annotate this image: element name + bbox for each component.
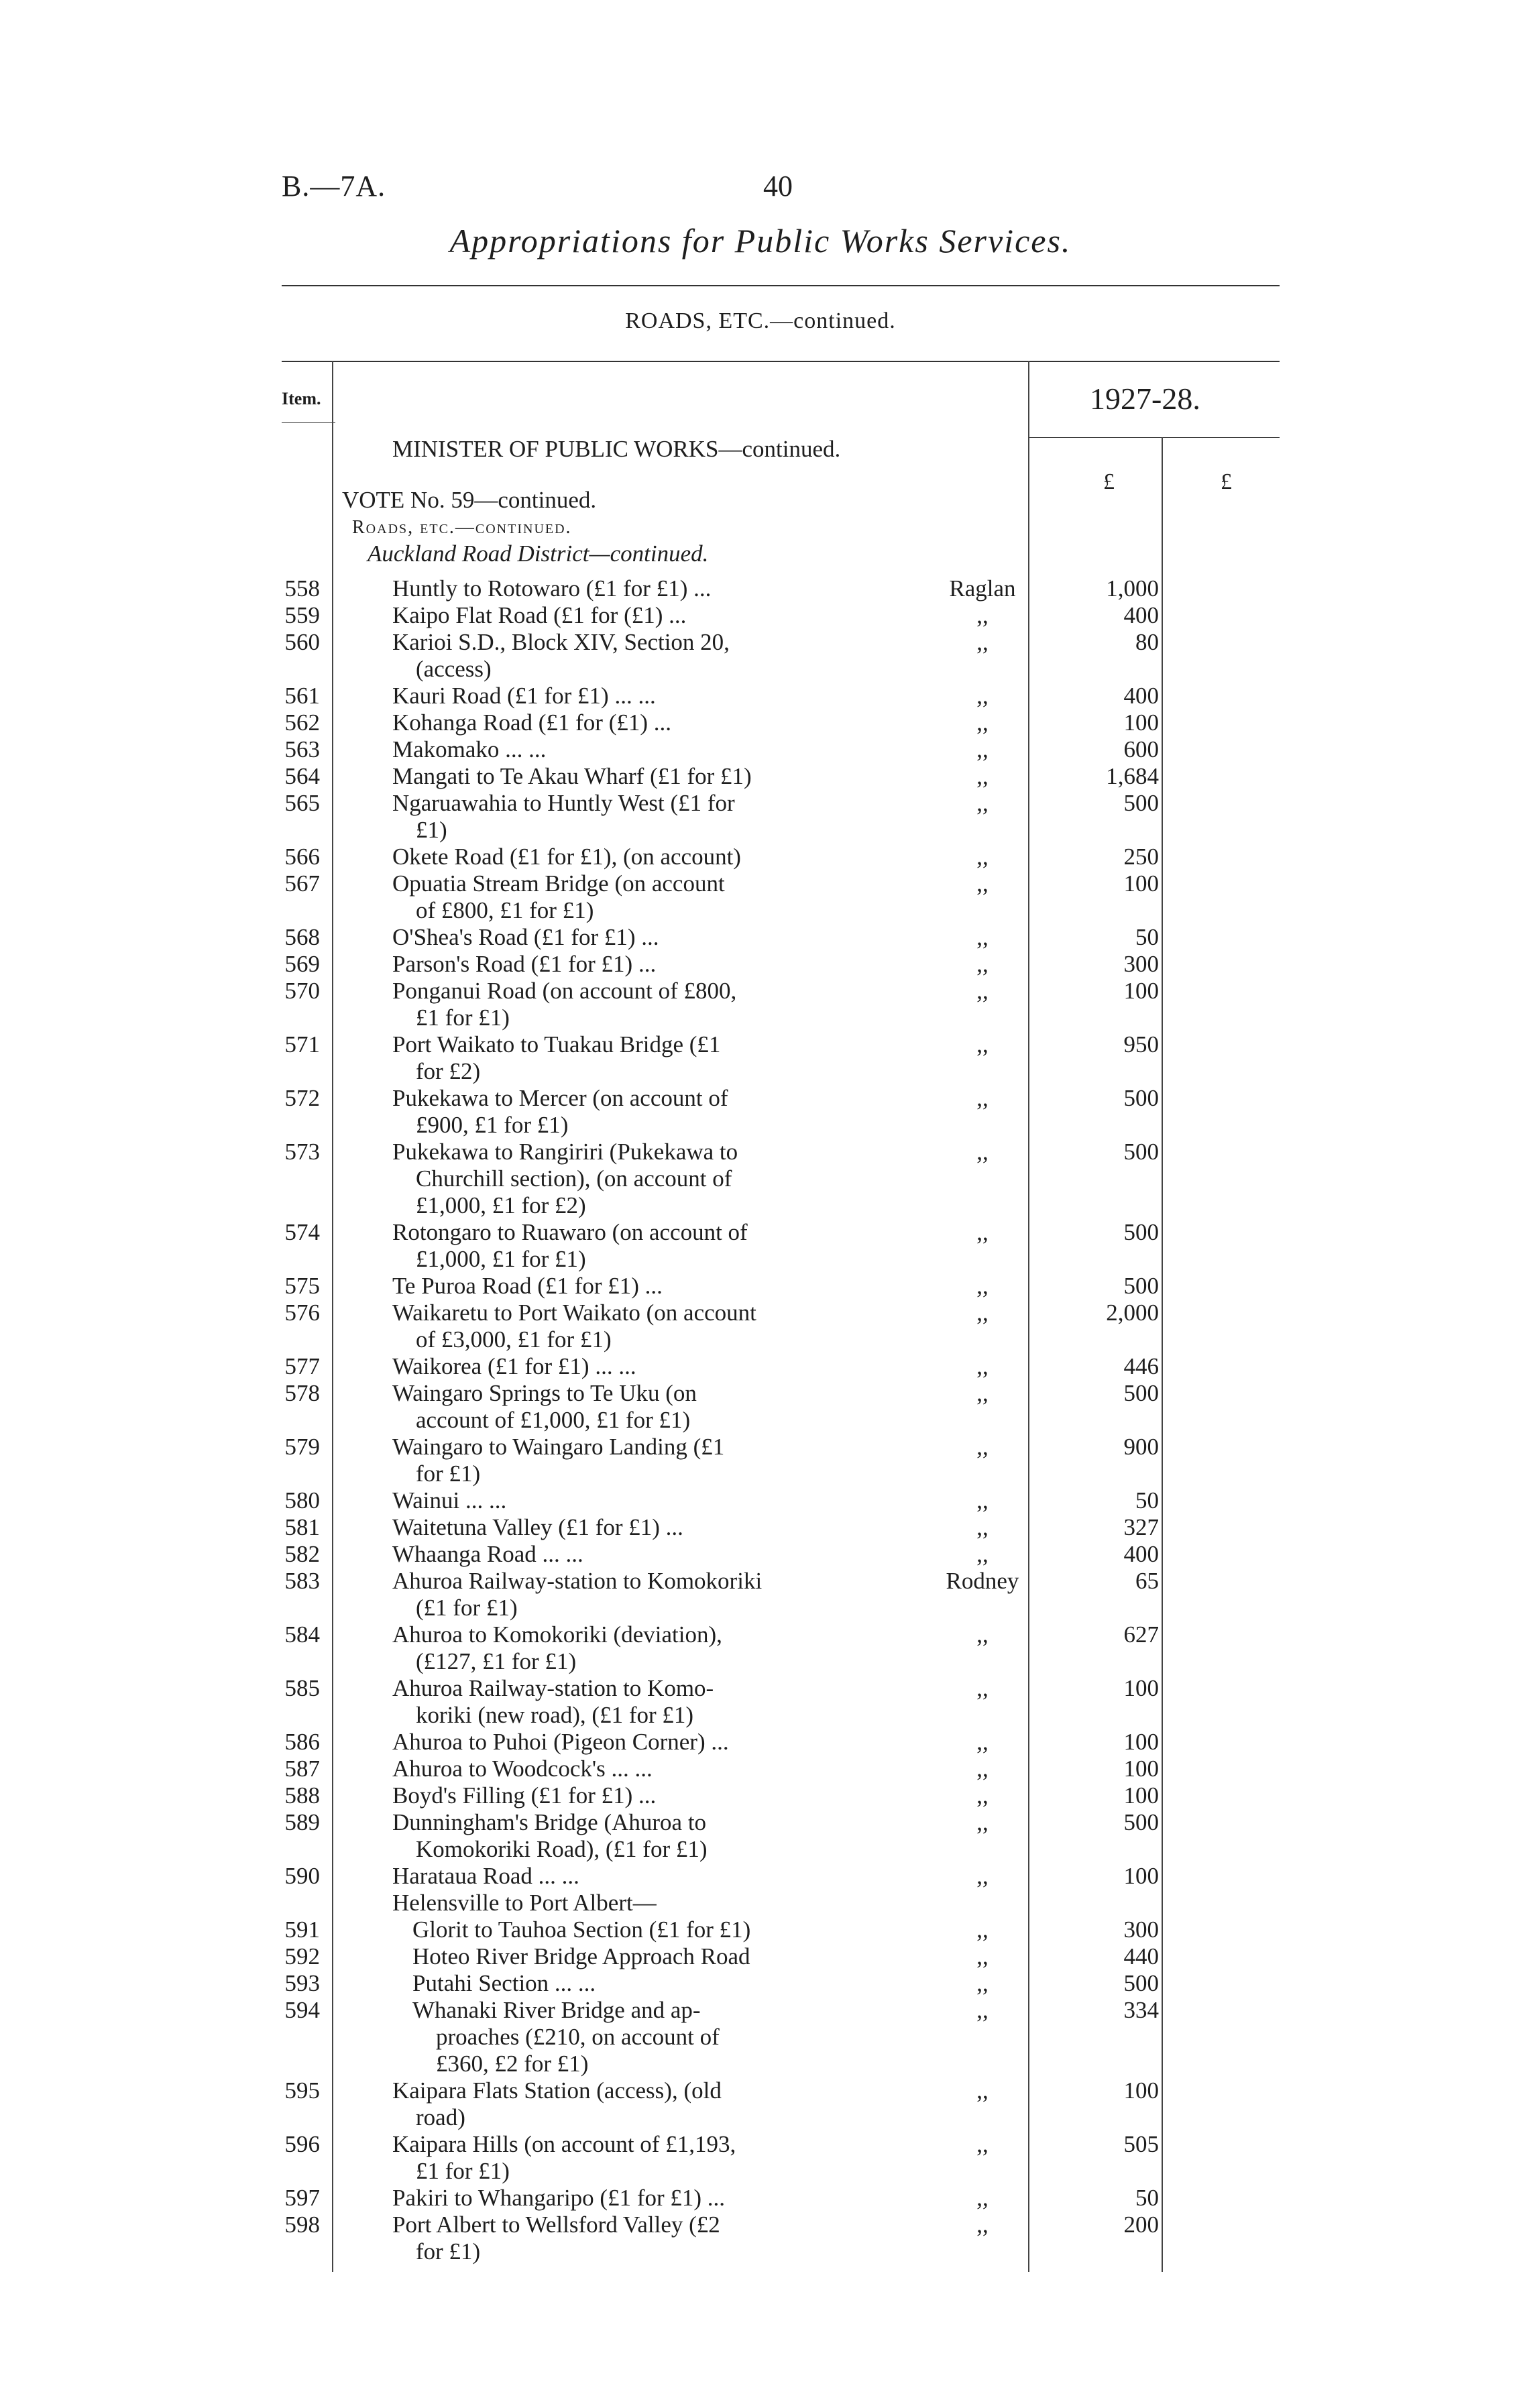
item-amount: 500 [1123,1085,1159,1111]
electoral-district: ,, [976,1863,989,1889]
electoral-district: ,, [976,1031,989,1057]
item-amount: 2,000 [1106,1300,1159,1326]
item-amount: 500 [1123,1219,1159,1245]
item-number: 576 [284,1300,320,1326]
item-amount: 100 [1123,1863,1159,1889]
item-amount: 600 [1123,736,1159,762]
electoral-district: ,, [976,2212,989,2238]
item-amount: 300 [1123,1916,1159,1943]
electoral-district: ,, [976,1300,989,1326]
district-heading: Auckland Road District—continued. [368,540,709,567]
item-amount: 80 [1135,629,1159,655]
electoral-district: ,, [976,1487,989,1513]
item-description: road) [416,2104,465,2130]
item-number: 583 [284,1568,320,1594]
item-number: 578 [284,1380,320,1406]
electoral-district: ,, [976,1434,989,1460]
item-description: for £1) [416,1460,481,1487]
electoral-district: ,, [976,763,989,789]
item-description: £1,000, £1 for £1) [416,1246,586,1272]
item-number: 574 [284,1219,320,1245]
section-heading: ROADS, ETC.—continued. [625,308,896,333]
item-number: 581 [284,1514,320,1540]
item-number: 597 [284,2185,320,2211]
item-description: Kaipara Flats Station (access), (old [392,2077,722,2104]
electoral-district: ,, [976,1353,989,1379]
item-number: 571 [284,1031,320,1057]
electoral-district: ,, [976,1809,989,1835]
item-description: Pukekawa to Rangiriri (Pukekawa to [392,1139,738,1165]
item-description: Whanaki River Bridge and ap- [412,1997,701,2023]
item-amount: 1,000 [1106,575,1159,601]
item-description: (access) [416,656,492,682]
item-description: Waitetuna Valley (£1 for £1) ... [392,1514,683,1540]
item-description: Port Albert to Wellsford Valley (£2 [392,2212,720,2238]
item-number: 566 [284,844,320,870]
electoral-district: ,, [976,2077,989,2104]
item-number: 590 [284,1863,320,1889]
item-description: Kauri Road (£1 for £1) ... ... [392,683,656,709]
item-description: Putahi Section ... ... [412,1970,596,1996]
item-number: 567 [284,870,320,897]
year-column-header: 1927-28. [1090,382,1200,416]
item-amount: 500 [1123,1809,1159,1835]
electoral-district: ,, [976,978,989,1004]
electoral-district: Rodney [946,1568,1019,1594]
electoral-district: ,, [976,629,989,655]
item-description: Te Puroa Road (£1 for £1) ... [392,1273,663,1299]
item-description: Wainui ... ... [392,1487,507,1513]
electoral-district: ,, [976,1782,989,1809]
electoral-district: ,, [976,1756,989,1782]
document-code: B.—7A. [282,170,386,203]
item-description: Parson's Road (£1 for £1) ... [392,951,657,977]
item-description: Port Waikato to Tuakau Bridge (£1 [392,1031,721,1057]
electoral-district: ,, [976,1916,989,1943]
item-number: 569 [284,951,320,977]
item-amount: 250 [1123,844,1159,870]
item-number: 558 [284,575,320,601]
item-number: 587 [284,1756,320,1782]
electoral-district: ,, [976,683,989,709]
currency-symbol-total: £ [1221,469,1232,494]
item-number: 586 [284,1729,320,1755]
item-description: account of £1,000, £1 for £1) [416,1407,691,1433]
item-amount: 100 [1123,870,1159,897]
item-description: Churchill section), (on account of [416,1165,732,1192]
item-description: Ahuroa to Komokoriki (deviation), [392,1621,722,1648]
electoral-district: ,, [976,709,989,736]
item-number: 579 [284,1434,320,1460]
item-description: Ahuroa Railway-station to Komokoriki [392,1568,763,1594]
item-description: Waikorea (£1 for £1) ... ... [392,1353,636,1379]
item-number: 564 [284,763,320,789]
title-rule [282,285,1280,286]
total-column-divider [1162,437,1163,2272]
electoral-district: ,, [976,924,989,950]
item-description: Opuatia Stream Bridge (on account [392,870,725,897]
electoral-district: ,, [976,1273,989,1299]
item-number: 573 [284,1139,320,1165]
item-description: Komokoriki Road), (£1 for £1) [416,1836,708,1862]
item-description: £1 for £1) [416,2158,510,2184]
item-amount: 300 [1123,951,1159,977]
item-amount: 1,684 [1106,763,1159,789]
item-description: £1 for £1) [416,1005,510,1031]
item-description: Mangati to Te Akau Wharf (£1 for £1) [392,763,752,789]
electoral-district: ,, [976,1675,989,1701]
item-amount: 900 [1123,1434,1159,1460]
item-number: 591 [284,1916,320,1943]
item-number: 596 [284,2131,320,2157]
item-amount: 200 [1123,2212,1159,2238]
item-amount: 50 [1135,1487,1159,1513]
item-description: Ngaruawahia to Huntly West (£1 for [392,790,735,816]
item-amount: 100 [1123,978,1159,1004]
item-number: 577 [284,1353,320,1379]
electoral-district: ,, [976,1541,989,1567]
item-description: Kaipo Flat Road (£1 for (£1) ... [392,602,687,628]
electoral-district: ,, [976,844,989,870]
electoral-district: ,, [976,1970,989,1996]
item-amount: 100 [1123,1675,1159,1701]
item-description: £360, £2 for £1) [436,2051,589,2077]
item-description: Whaanga Road ... ... [392,1541,583,1567]
table-top-rule [282,361,1280,362]
item-amount: 500 [1123,790,1159,816]
item-description: Dunningham's Bridge (Ahuroa to [392,1809,707,1835]
item-description: Kohanga Road (£1 for (£1) ... [392,709,672,736]
item-number: 584 [284,1621,320,1648]
item-number: 582 [284,1541,320,1567]
electoral-district: ,, [976,2185,989,2211]
item-amount: 400 [1123,1541,1159,1567]
item-description: Ahuroa to Woodcock's ... ... [392,1756,653,1782]
electoral-district: ,, [976,870,989,897]
electoral-district: ,, [976,1514,989,1540]
item-description: Rotongaro to Ruawaro (on account of [392,1219,748,1245]
item-description: proaches (£210, on account of [436,2024,720,2050]
electoral-district: ,, [976,1219,989,1245]
item-header-rule [282,422,335,423]
item-description: of £800, £1 for £1) [416,897,594,923]
electoral-district: ,, [976,1139,989,1165]
item-number: 588 [284,1782,320,1809]
item-description: (£1 for £1) [416,1595,518,1621]
item-description: Helensville to Port Albert— [392,1890,657,1916]
electoral-district: Raglan [949,575,1016,601]
electoral-district: ,, [976,602,989,628]
item-description: Okete Road (£1 for £1), (on account) [392,844,741,870]
item-amount: 446 [1123,1353,1159,1379]
item-amount: 505 [1123,2131,1159,2157]
item-description: Pukekawa to Mercer (on account of [392,1085,728,1111]
item-amount: 100 [1123,1782,1159,1809]
item-amount: 500 [1123,1380,1159,1406]
item-description: Boyd's Filling (£1 for £1) ... [392,1782,657,1809]
item-amount: 327 [1123,1514,1159,1540]
currency-symbol-items: £ [1103,469,1115,494]
item-description: £1) [416,817,447,843]
item-description: Kaipara Hills (on account of £1,193, [392,2131,736,2157]
year-header-rule [1029,437,1280,438]
item-number: 593 [284,1970,320,1996]
electoral-district: ,, [976,1085,989,1111]
item-description: Waingaro to Waingaro Landing (£1 [392,1434,725,1460]
roads-heading: Roads, etc.—continued. [352,517,572,538]
vote-heading: VOTE No. 59—continued. [342,487,597,513]
item-amount: 50 [1135,924,1159,950]
item-description: for £1) [416,2238,481,2264]
item-number: 598 [284,2212,320,2238]
item-description: Huntly to Rotowaro (£1 for £1) ... [392,575,712,601]
item-number: 589 [284,1809,320,1835]
item-number: 592 [284,1943,320,1969]
item-amount: 500 [1123,1970,1159,1996]
item-description: Harataua Road ... ... [392,1863,579,1889]
item-amount: 400 [1123,602,1159,628]
item-amount: 100 [1123,1729,1159,1755]
item-description: Pakiri to Whangaripo (£1 for £1) ... [392,2185,726,2211]
item-column-header: Item. [282,389,321,408]
electoral-district: ,, [976,1380,989,1406]
item-amount: 440 [1123,1943,1159,1969]
item-amount: 100 [1123,709,1159,736]
item-description: Hoteo River Bridge Approach Road [412,1943,750,1969]
item-description: Waikaretu to Port Waikato (on account [392,1300,756,1326]
item-description: £1,000, £1 for £2) [416,1192,586,1218]
item-description: for £2) [416,1058,481,1084]
item-description: of £3,000, £1 for £1) [416,1326,612,1353]
item-number: 585 [284,1675,320,1701]
item-number: 580 [284,1487,320,1513]
item-amount: 100 [1123,1756,1159,1782]
item-number: 575 [284,1273,320,1299]
item-number: 572 [284,1085,320,1111]
item-amount: 627 [1123,1621,1159,1648]
item-description: koriki (new road), (£1 for £1) [416,1702,694,1728]
page-title: Appropriations for Public Works Services. [449,222,1072,260]
item-number: 561 [284,683,320,709]
item-number: 559 [284,602,320,628]
electoral-district: ,, [976,1943,989,1969]
item-number: 565 [284,790,320,816]
item-description: O'Shea's Road (£1 for £1) ... [392,924,659,950]
item-number: 563 [284,736,320,762]
page-number: 40 [763,170,793,203]
electoral-district: ,, [976,790,989,816]
item-amount: 334 [1123,1997,1159,2023]
electoral-district: ,, [976,1997,989,2023]
electoral-district: ,, [976,736,989,762]
item-amount: 100 [1123,2077,1159,2104]
item-amount: 950 [1123,1031,1159,1057]
item-number: 595 [284,2077,320,2104]
item-number: 560 [284,629,320,655]
item-amount: 400 [1123,683,1159,709]
minister-heading: MINISTER OF PUBLIC WORKS—continued. [392,436,841,462]
item-description: Makomako ... ... [392,736,547,762]
item-description: Glorit to Tauhoa Section (£1 for £1) [412,1916,751,1943]
item-description: Ahuroa to Puhoi (Pigeon Corner) ... [392,1729,729,1755]
item-description: Karioi S.D., Block XIV, Section 20, [392,629,730,655]
item-number: 570 [284,978,320,1004]
item-amount: 500 [1123,1273,1159,1299]
item-description: Waingaro Springs to Te Uku (on [392,1380,697,1406]
electoral-district: ,, [976,1729,989,1755]
item-number: 568 [284,924,320,950]
item-amount: 500 [1123,1139,1159,1165]
item-number: 594 [284,1997,320,2023]
item-column-divider [332,361,333,2272]
item-description: Ponganui Road (on account of £800, [392,978,737,1004]
electoral-district: ,, [976,1621,989,1648]
electoral-district: ,, [976,951,989,977]
item-description: (£127, £1 for £1) [416,1648,577,1674]
item-amount: 50 [1135,2185,1159,2211]
electoral-district: ,, [976,2131,989,2157]
item-description: £900, £1 for £1) [416,1112,569,1138]
item-description: Ahuroa Railway-station to Komo- [392,1675,714,1701]
item-amount: 65 [1135,1568,1159,1594]
item-number: 562 [284,709,320,736]
